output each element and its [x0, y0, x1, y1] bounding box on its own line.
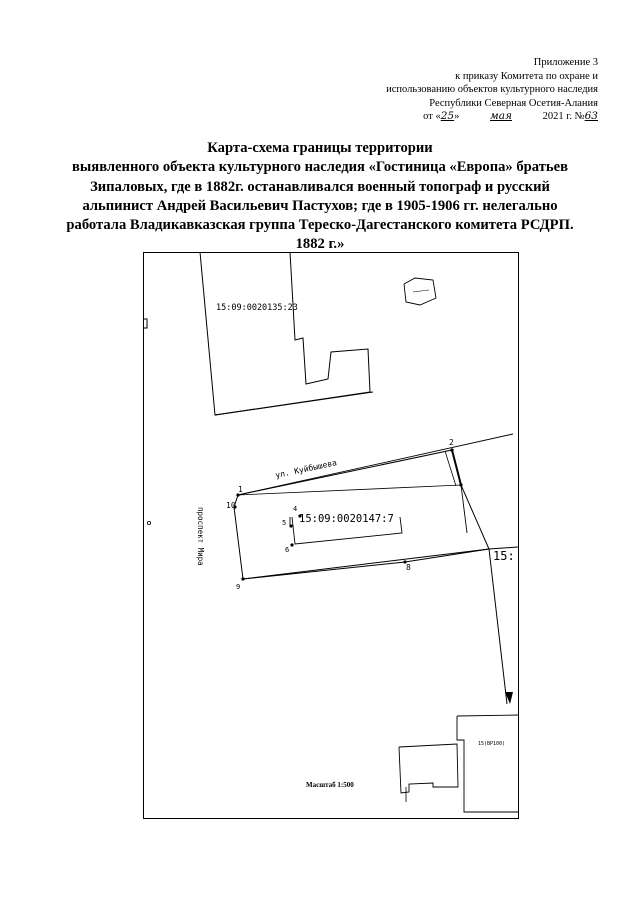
- boundary-inner-line: [238, 485, 461, 495]
- vertex-point: [289, 524, 292, 527]
- vertex-label: 6: [285, 546, 290, 554]
- title-line: альпинист Андрей Васильевич Пастухов; где в 1905-1906 гг. нелегально: [82, 197, 558, 214]
- title-line: 1882 г.»: [295, 236, 345, 253]
- building-se-edge: [457, 715, 519, 716]
- title-line: работала Владикавказская группа Тереско-Дагестанского комитета РСДРП.: [66, 217, 574, 234]
- parcel-north-outline: [200, 252, 370, 415]
- boundary-segment: [452, 450, 461, 485]
- building-sw: [399, 744, 458, 793]
- appendix-date-line: [298, 110, 598, 124]
- date-year: 2021 г. №: [542, 111, 585, 123]
- vertex-label: 1: [238, 485, 243, 494]
- vertex-label: 5: [282, 519, 287, 527]
- date-mid: »: [454, 111, 460, 123]
- appendix-line: Республики Северная Осетия-Алания: [429, 97, 598, 109]
- map-scale-label: Масштаб 1:500: [306, 781, 354, 789]
- vertex-point: [459, 483, 462, 486]
- vertex-label: 8: [406, 563, 411, 572]
- vertex-label: 10: [226, 501, 236, 510]
- vertex-point: [241, 577, 244, 580]
- document-title: [40, 139, 600, 255]
- appendix-header: [298, 56, 598, 124]
- vertex-label: 2: [449, 438, 454, 447]
- appendix-line: использованию объектов культурного наследия: [386, 84, 598, 96]
- appendix-line: Приложение 3: [533, 57, 598, 68]
- date-prefix: от «: [423, 111, 441, 123]
- building-ne: [404, 278, 436, 305]
- appendix-line: к приказу Комитета по охране и: [455, 70, 598, 82]
- order-number: 63: [584, 110, 598, 123]
- building-se-label: 15(ВР100): [478, 741, 506, 747]
- building-ne-detail: [413, 290, 429, 292]
- street-label-mira: проспект Мира: [196, 507, 205, 566]
- parcel-north-edge: [215, 392, 373, 415]
- frame-mark: [147, 521, 150, 524]
- title-line: Зипаловых, где в 1882г. останавливался военный топограф и русский: [90, 178, 550, 195]
- vertex-point: [290, 543, 293, 546]
- vertex-label: 9: [236, 583, 241, 591]
- date-month: мая: [490, 110, 512, 123]
- vertex-label: 4: [293, 505, 298, 513]
- street-label-kuibysheva: ул. Куйбышева: [274, 458, 338, 480]
- boundary-map: [143, 252, 519, 819]
- vertex-point: [450, 448, 453, 451]
- boundary-south-line: [243, 549, 489, 579]
- parcel-north-label: 15:09:0020135:23: [216, 303, 298, 313]
- boundary-east-line: [238, 450, 507, 704]
- title-line: Карта-схема границы территории: [207, 140, 433, 156]
- map-drawing: [143, 252, 519, 819]
- date-day: 25: [440, 110, 455, 123]
- building-se: [457, 716, 519, 812]
- parcel-east-label: 15:: [493, 549, 515, 563]
- title-line: выявленного объекта культурного наследия «Гостиница «Европа» братьев: [72, 159, 568, 176]
- parcel-main-label: 15:09:0020147:7: [299, 513, 394, 525]
